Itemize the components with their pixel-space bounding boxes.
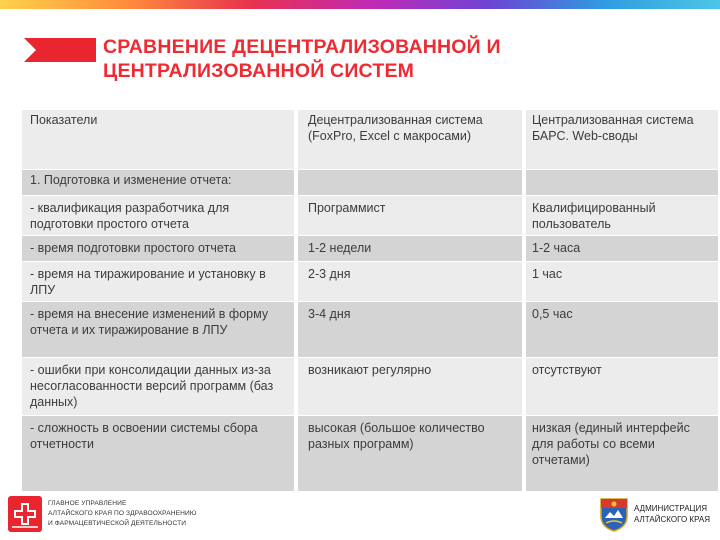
section-row (22, 170, 718, 196)
table-cell: 1-2 часа (522, 236, 718, 261)
section-label: 1. Подготовка и изменение отчета: (30, 173, 232, 187)
table-cell: низкая (единый интерфейс для работы со всеми отчетами) (522, 416, 718, 491)
table-row (22, 302, 718, 358)
table-cell: Квалифицированный пользователь (522, 196, 718, 235)
table-row (22, 416, 718, 492)
footer-admin-line: АЛТАЙСКОГО КРАЯ (634, 515, 710, 524)
table-cell: 0,5 час (522, 302, 718, 357)
section-empty-cell (294, 170, 522, 195)
title-marker (24, 38, 96, 62)
header-cell: Показатели (30, 113, 98, 127)
table-row (22, 358, 718, 416)
table-cell: - время на внесение изменений в форму отчета и их тиражирование в ЛПУ (30, 307, 269, 337)
table-cell: 1 час (522, 262, 718, 301)
footer-org-block (8, 496, 197, 532)
table-cell: возникают регулярно (294, 358, 522, 415)
page-title (103, 35, 703, 83)
section-empty-cell (522, 170, 718, 195)
table-cell: - квалификация разработчика для подготовки простого отчета (30, 201, 230, 231)
table-cell: отсутствуют (522, 358, 718, 415)
table-cell: 2-3 дня (294, 262, 522, 301)
footer-admin-line: АДМИНИСТРАЦИЯ (634, 504, 707, 513)
top-gradient-bar (0, 0, 720, 9)
footer-org-line: И ФАРМАЦЕВТИЧЕСКОЙ ДЕЯТЕЛЬНОСТИ (48, 520, 187, 527)
comparison-table (22, 110, 718, 492)
table-row (22, 236, 718, 262)
header-cell: Децентрализованная система (FoxPro, Excel с макросами) (294, 110, 522, 169)
page-title-line2: ЦЕНТРАЛИЗОВАННОЙ СИСТЕМ (103, 60, 415, 82)
table-row (22, 262, 718, 302)
footer-org-line: ГЛАВНОЕ УПРАВЛЕНИЕ (48, 500, 127, 507)
footer-org-text (48, 499, 197, 529)
table-cell: 1-2 недели (294, 236, 522, 261)
table-cell: Программист (294, 196, 522, 235)
table-cell: 3-4 дня (294, 302, 522, 357)
table-cell: - сложность в освоении системы сбора отчетности (30, 421, 258, 451)
table-cell: - время на тиражирование и установку в ЛПУ (30, 267, 266, 297)
header-cell: Централизованная система БАРС. Web-своды (522, 110, 718, 169)
table-row (22, 196, 718, 236)
health-cross-logo-icon (8, 496, 42, 532)
footer-admin-block (598, 496, 710, 532)
altai-emblem-icon (598, 496, 630, 532)
table-cell: высокая (большое количество разных программ) (294, 416, 522, 491)
table-cell: - ошибки при консолидации данных из-за несогласованности версий программ (баз данных) (30, 363, 274, 409)
footer-org-line: АЛТАЙСКОГО КРАЯ ПО ЗДРАВООХРАНЕНИЮ (48, 510, 197, 517)
table-header-row (22, 110, 718, 170)
footer-admin-text (634, 503, 710, 525)
table-cell: - время подготовки простого отчета (30, 241, 236, 255)
page-title-line1: СРАВНЕНИЕ ДЕЦЕНТРАЛИЗОВАННОЙ И (103, 36, 501, 58)
